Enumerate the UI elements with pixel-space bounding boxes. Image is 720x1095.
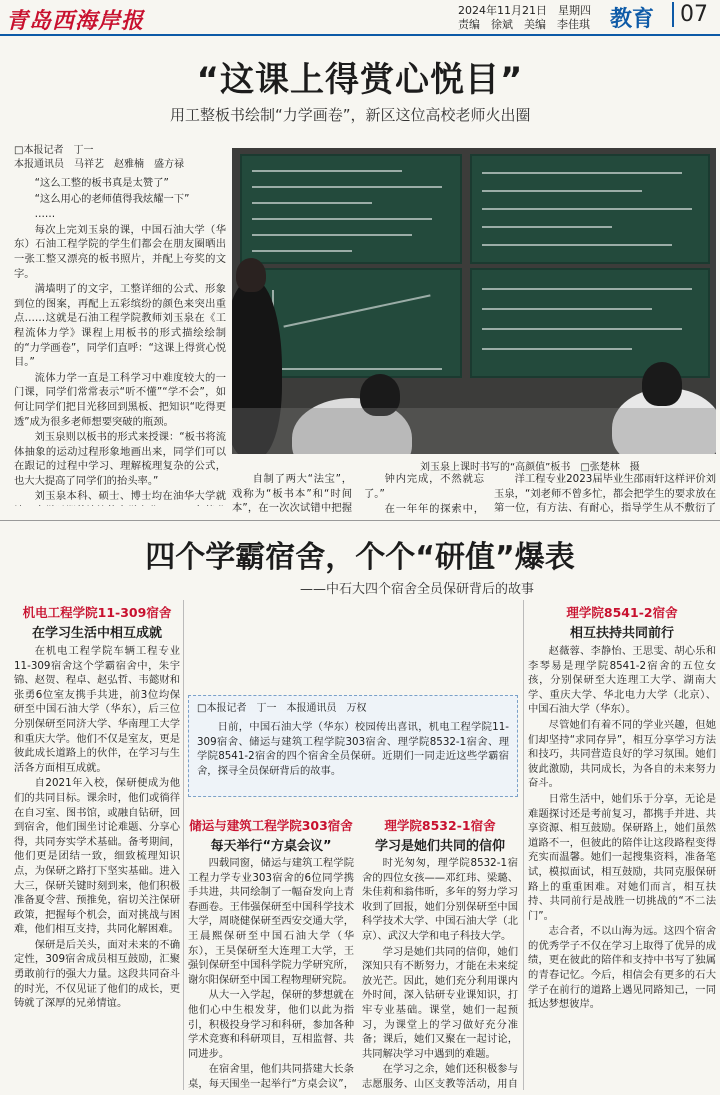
s2-body [188,856,354,1092]
article1-column-2 [232,472,352,516]
editor-credits: 责编 徐斌 美编 李佳琪 [458,18,590,31]
box-byline: □本报记者 丁一 本报通讯员 万权 [197,703,367,714]
page-number: 07 [672,2,708,27]
article1-subtitle: 用工整板书绘制“力学画卷”，新区这位高校老师火出圈 [170,106,531,124]
paragraph: …… [34,208,56,221]
article1-title: “这课上得赏心悦目” [196,60,524,100]
byline-reporter: □本报记者 丁一 [14,145,94,156]
paragraph: 在学习之余，她们还积极参与志愿服务、山区支教等活动，用自 [362,1063,518,1090]
paragraph: 时光匆匆，理学院8532-1宿舍的四位女孩——邓红玮、梁璐、朱佳莉和翁伟昕，多年的努力学习收到了回报，她们分别保研至中国科学技术大学、中国石油大学（北京）、武汉大学和电子科技大学。 [362,857,518,942]
article1-byline [14,144,226,172]
s1-heading: 在学习生活中相互成就 [31,626,162,641]
teacher-head [236,258,266,292]
s3-heading: 学习是她们共同的信仰 [374,839,505,854]
paragraph: 自2021年入校，保研便成为他们的共同目标。课余时，他们或徜徉在自习室、图书馆，或融自钻研，回到宿舍，他们围坐讨论难题、分享心得，共同夯实学术基础。备考期间，他们更是团结一致，细致梳理知识点，为保研之路打下坚实基础。进入大三，保研关键时刻到来，他们积极准备夏令营、预推免，宿切关注保研政策，把握每个机会，面对挑战与困难，他们相互支持，共同化解困难。 [14,777,180,936]
article2-intro-box [188,695,518,797]
blackboard-panel [470,268,710,378]
byline-correspondents: 本报通讯员 马祥艺 赵雅楠 盛方禄 [14,159,184,170]
paragraph: 流体力学一直是工科学习中难度较大的一门课，同学们常常表示“听不懂”“学不会”，如何让同学们把目光移回到黑板、把知识“吃得更透”成为很多老师想要突破的瓶颈。 [14,371,226,428]
paragraph: 洋工程专业2023届毕业生邵雨轩这样评价刘玉泉，“刘老师不曾多忙，都会把学生的要求放在第一位，有方法、有耐心，指导学生从不敷衍了 [494,473,716,515]
article2-title: 四个学霸宿舍，个个“研值”爆表 [145,540,575,575]
issue-date: 2024年11月21日 [458,4,547,17]
paragraph: 保研是后关头，面对未来的不确定性，309宿舍成员相互鼓励，汇聚勇敢前行的强大力量。这段共同奋斗的时光，不仅见证了他们的成长，更铸就了深厚的兄弟情谊。 [14,938,180,1010]
s2-heading: 每天举行“方桌会议” [210,839,332,854]
article-divider [0,520,720,521]
paragraph: 四载同窗，储运与建筑工程学院工程力学专业303宿舍的6位同学携手共进，共同绘制了一幅奋发向上青春画卷。王伟强保研至中国科学技术大学，周晓健保研至西安交通大学，王晨熙保研至中国石油大学（华东），王昊保研至大连理工大学，王强钊保研至中国科学院力学研究所，谢尔阳保研至中国工程物理研究院。 [188,857,354,986]
s4-body [528,644,716,1092]
paragraph: 尽管她们有着不同的学业兴趣，但她们却坚持“求同存异”，相互分享学习方法和技巧，共同营造良好的学习氛围。她们彼此激励，共同成长，为各自的未来努力奋斗。 [528,718,716,790]
section-title: 教育 [610,7,655,32]
column-rule [523,600,524,1090]
paragraph: 在宿舍里，他们共同搭建大长条桌，每天围坐一起举行“方桌会议”， [188,1063,354,1090]
desk-row [232,408,716,454]
s2-dorm-label: 储运与建筑工程学院303宿舍 [189,818,353,833]
photo-caption: 刘玉泉上课时书写的“高颜值”板书 □张楚林 摄 [420,462,640,473]
newspaper-logo: 青岛西海岸报 [6,8,145,34]
s4-heading: 相互扶持共同前行 [569,626,674,641]
blackboard-panel [240,154,462,264]
article1-column-3 [364,472,484,516]
article1-column-4 [494,472,716,516]
paragraph: 刘玉泉则以板书的形式来授课：“板书将流体抽象的运动过程形象地画出来，同学们可以在跟记的过程中学习、理解梳理复杂的公式，也大大提高了同学们的抬头率。” [14,431,226,487]
blackboard-photo [232,148,716,454]
paragraph: 自制了两大“法宝”，戏称为“板书本”和“时间本”，在一次次试错中把握 [232,473,352,515]
paragraph: 赵薇蓉、李静怡、王思雯、胡心乐和李琴易是理学院8541-2宿舍的五位女孩，分别保研至大连理工大学、湖南大学、重庆大学、华北电力大学（北京）、中国石油大学（华东）。 [528,645,716,716]
s1-body [14,644,180,1092]
s3-body [362,856,518,1092]
paragraph: 志合者，不以山海为远。这四个宿舍的优秀学子不仅在学习上取得了优异的成绩，更在彼此的陪伴和支持中书写了独属的青春记忆。今后，相信会有更多的石大学子在前行的道路上遇见同路知己，一同抵达梦想彼岸。 [528,925,716,1011]
article2-subtitle: ——中石大四个宿舍全员保研背后的故事 [300,582,535,597]
paragraph: 刘玉泉本科、硕士、博士均在油华大学就 [34,490,226,503]
paragraph: “这么用心的老师值得我炫耀一下” [34,192,190,205]
paragraph: 日常生活中，她们乐于分享，无论是难题探讨还是考前复习，都携手并进、共享资源、相互鼓励。保研路上，她们虽然道路不一，但彼此的陪伴让这段路程变得充实而温馨。她们一起搜集资料，准备笔试，模拟面试，相互鼓励，共同克服保研路上的重重困难。对她们而言，相互扶持、共同前行是战胜一切挑战的“不二法门”。 [528,792,716,922]
s3-dorm-label: 理学院8532-1宿舍 [384,818,496,833]
blackboard-panel [470,154,710,264]
paragraph: 学习是她们共同的信仰，她们深知只有不断努力，才能在未来绽放光芒。因此，她们充分利用课内外时间，深入钻研专业课知识，打牢专业基础。课堂，她们一起预习，为课堂上的学习做好充分准备；课后，她们又聚在一起讨论，共同解决学习中遇到的难题。 [362,945,518,1060]
paragraph: 从大一入学起，保研的梦想就在他们心中生根发芽，他们以此为指引，积极投身学习和科研，参加各种学术竞赛和科研项目，互相监督、共同进步。 [188,989,354,1060]
article1-column-1 [14,176,226,506]
s1-dorm-label: 机电工程学院11-309宿舍 [22,605,172,620]
paragraph: 钟内完成，不然就忘了。” [364,473,484,500]
paragraph: “这么工整的板书真是太赞了” [34,177,169,189]
column-rule [183,600,184,1090]
paragraph: 在机电工程学院车辆工程专业11-309宿舍这个学霸宿舍中，朱宇锦、赵贺、程卓、赵弘哲、韦懿财和张勇6位室友携手共进，前3位均保研至中国石油大学（华东），后三位分别保研至同济大学、华南理工大学和重庆大学。他们不仅是室友，更是彼此成长道路上的伙伴，在学习与生活各方面相互成就。 [14,645,180,774]
s4-dorm-label: 理学院8541-2宿舍 [566,605,678,620]
paragraph: 在一年年的探索中， [384,503,484,516]
box-text [197,720,509,792]
student-head [642,362,682,406]
box-paragraph: 日前，中国石油大学（华东）校园传出喜讯，机电工程学院11-309宿舍、储运与建筑工程学院303宿舍、理学院8532-1宿舍、理学院8541-2宿舍的四个宿舍全员保研。近期们一同走近这些学霸宿舍，探寻全员保研背后的故事。 [197,721,509,777]
paragraph: 每次上完刘玉泉的课，中国石油大学（华东）石油工程学院的学生们都会在朋友圈晒出一张工整又漂亮的板书照片，并配上夸奖的文字。 [14,223,226,280]
issue-weekday: 星期四 [558,4,591,17]
paragraph: 满墙明了的文字，工整详细的公式、形象到位的图案，再配上五彩缤纷的颜色来突出重点……这就是石油工程学院教师刘玉泉在《工程流体力学》课程上用板书的形式描绘绘制的“力学画卷”，同学们直呼：“这课上得赏心悦目。” [14,283,226,369]
issue-meta [458,4,591,32]
